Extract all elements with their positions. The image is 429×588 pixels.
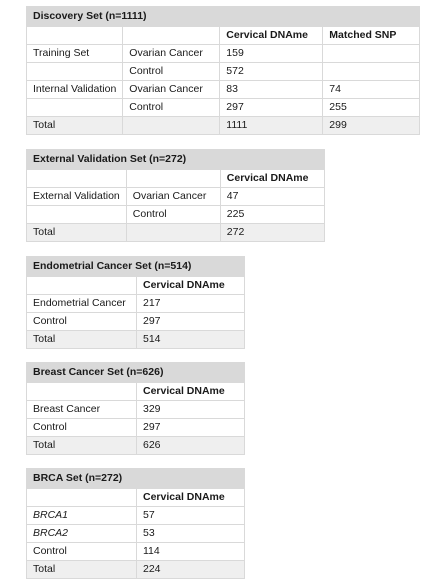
empty-cell — [123, 117, 220, 135]
empty-cell — [27, 63, 123, 81]
cell-value: 297 — [137, 313, 245, 331]
column-header-matched-snp: Matched SNP — [323, 27, 420, 45]
brca-set-title: BRCA Set (n=272) — [27, 469, 245, 489]
cell-value: 329 — [137, 401, 245, 419]
row-label-total: Total — [27, 561, 137, 579]
row-label-brca1: BRCA1 — [27, 507, 137, 525]
cell-value: 572 — [220, 63, 323, 81]
column-header-cervical-dname: Cervical DNAme — [220, 27, 323, 45]
row-label-control: Control — [126, 206, 220, 224]
cell-value: 297 — [137, 419, 245, 437]
row-label-ovarian-cancer: Ovarian Cancer — [126, 188, 220, 206]
cell-value: 217 — [137, 295, 245, 313]
column-header-cervical-dname: Cervical DNAme — [137, 489, 245, 507]
discovery-set-title: Discovery Set (n=1111) — [27, 7, 420, 27]
empty-cell — [123, 27, 220, 45]
row-label: Control — [27, 419, 137, 437]
cell-value: 514 — [137, 331, 245, 349]
empty-cell — [27, 99, 123, 117]
empty-cell — [27, 277, 137, 295]
empty-cell — [323, 63, 420, 81]
row-label-total: Total — [27, 224, 127, 242]
empty-cell — [27, 206, 127, 224]
row-label-total: Total — [27, 331, 137, 349]
discovery-set-table — [26, 6, 420, 135]
row-label-total: Total — [27, 437, 137, 455]
row-label-total: Total — [27, 117, 123, 135]
cell-value: 225 — [220, 206, 324, 224]
brca-set-table — [26, 468, 245, 579]
cell-value: 626 — [137, 437, 245, 455]
cell-value: 83 — [220, 81, 323, 99]
cell-value: 1111 — [220, 117, 323, 135]
external-validation-set-table — [26, 149, 325, 242]
cell-value: 57 — [137, 507, 245, 525]
row-label-brca2: BRCA2 — [27, 525, 137, 543]
row-label: Control — [27, 313, 137, 331]
row-label-control: Control — [27, 543, 137, 561]
row-group-external-validation: External Validation — [27, 188, 127, 206]
breast-cancer-set-table — [26, 362, 245, 455]
row-group-training-set: Training Set — [27, 45, 123, 63]
endometrial-cancer-set-title: Endometrial Cancer Set (n=514) — [27, 257, 245, 277]
row-label-control: Control — [123, 99, 220, 117]
row-label-ovarian-cancer: Ovarian Cancer — [123, 45, 220, 63]
column-header-cervical-dname: Cervical DNAme — [137, 383, 245, 401]
row-label-ovarian-cancer: Ovarian Cancer — [123, 81, 220, 99]
external-validation-set-title: External Validation Set (n=272) — [27, 150, 325, 170]
endometrial-cancer-set-table — [26, 256, 245, 349]
empty-cell — [27, 383, 137, 401]
row-label-control: Control — [123, 63, 220, 81]
column-header-cervical-dname: Cervical DNAme — [220, 170, 324, 188]
empty-cell — [27, 489, 137, 507]
empty-cell — [323, 45, 420, 63]
row-group-internal-validation: Internal Validation — [27, 81, 123, 99]
empty-cell — [126, 170, 220, 188]
breast-cancer-set-title: Breast Cancer Set (n=626) — [27, 363, 245, 383]
cell-value: 224 — [137, 561, 245, 579]
cell-value: 255 — [323, 99, 420, 117]
cell-value: 272 — [220, 224, 324, 242]
cell-value: 47 — [220, 188, 324, 206]
row-label: Endometrial Cancer — [27, 295, 137, 313]
empty-cell — [27, 27, 123, 45]
column-header-cervical-dname: Cervical DNAme — [137, 277, 245, 295]
row-label: Breast Cancer — [27, 401, 137, 419]
empty-cell — [27, 170, 127, 188]
cell-value: 114 — [137, 543, 245, 561]
cell-value: 74 — [323, 81, 420, 99]
cell-value: 297 — [220, 99, 323, 117]
cell-value: 53 — [137, 525, 245, 543]
empty-cell — [126, 224, 220, 242]
cell-value: 299 — [323, 117, 420, 135]
cell-value: 159 — [220, 45, 323, 63]
